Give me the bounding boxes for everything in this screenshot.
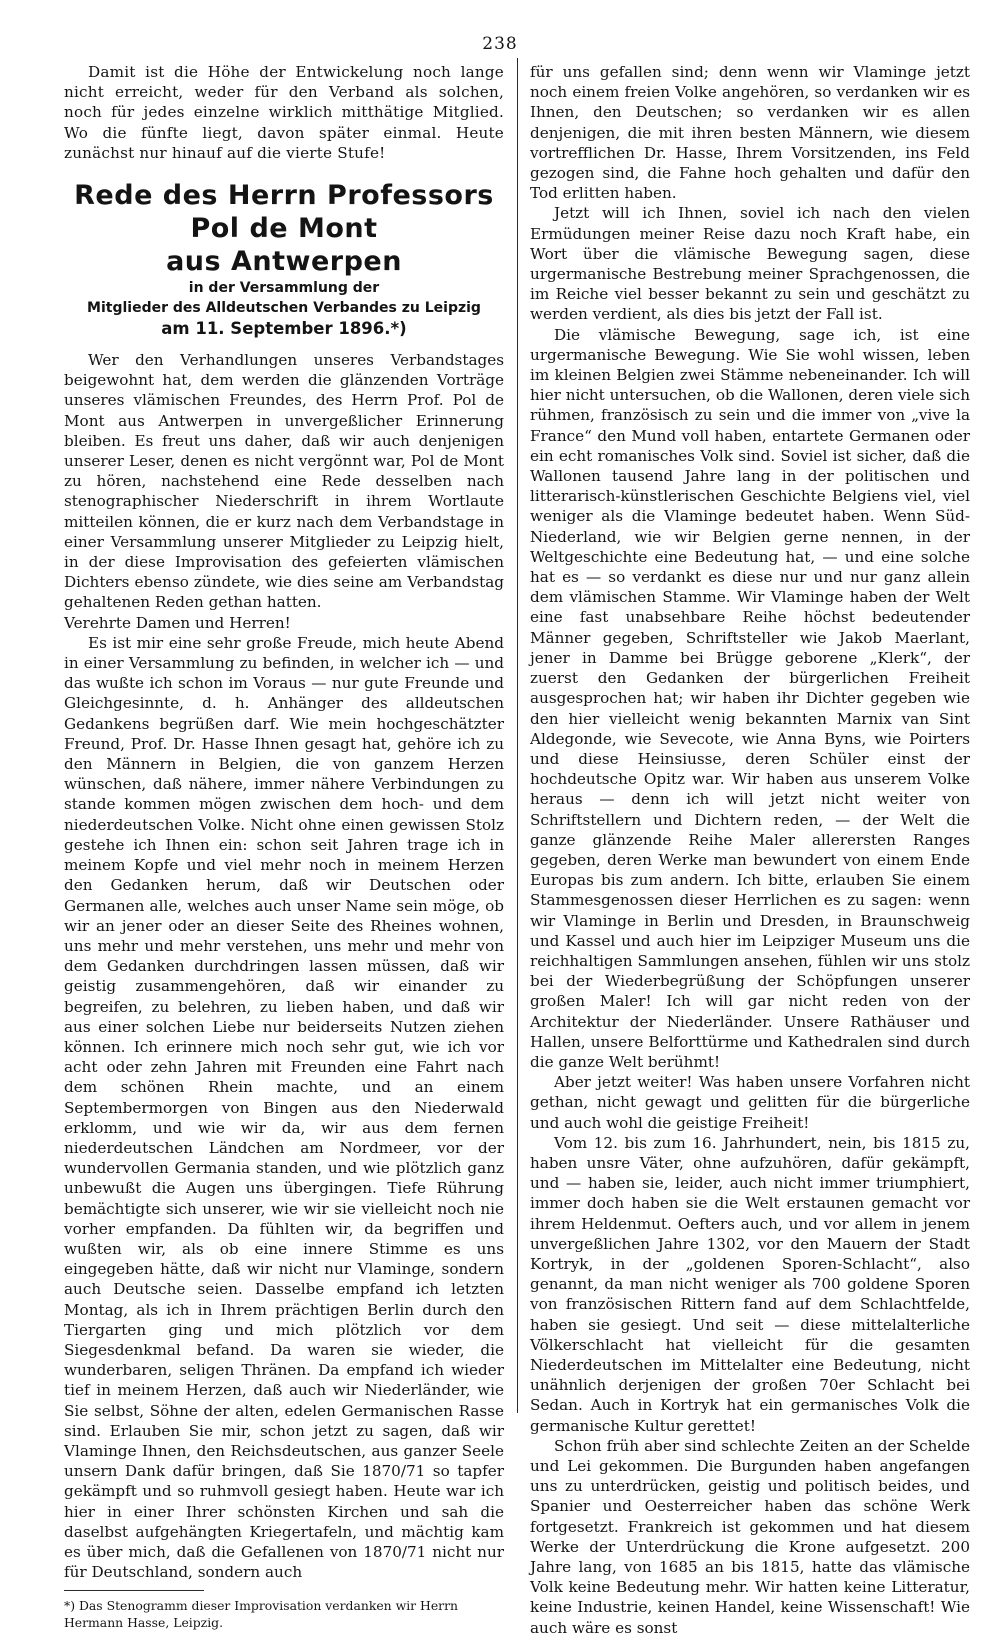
salutation: Verehrte Damen und Herren! [64, 613, 291, 632]
body-paragraph-3: Die vlämische Bewegung, sage ich, ist eine urgermanische Bewegung. Wie Sie wohl wissen, leben im kleinen Belgien zwei Stämme nebeneinander. Ich will hier nicht untersuchen, ob die Wallonen, deren viele sich rühmen, französisch zu sein und die immer von „vive la France“ den Mund voll haben, entartete Germanen oder ein echt romanisches Volk sind. Soviel ist sicher, daß die Wallonen tausend Jahre lang in der politischen und litterarisch-künstlerischen Geschichte Belgiens viel, viel weniger als die Vlaminge bedeutet haben. Wenn Süd-Niederland, wie wir Belgien gerne nennen, in der Weltgeschichte eine Bedeutung hat, — und eine solche hat es — so verdankt es diese nur und nur ganz allein dem vlämischen Stamme. Wir Vlaminge haben der Welt eine fast unabsehbare Reihe höchst bedeutender Männer gegeben, Schriftsteller wie Jakob Maerlant, jener in Damme bei Brügge geborene „Klerk“, der zuerst den Gedanken der bürgerlichen Freiheit ausgesprochen hat; wir haben ihr Dichter gegeben wie den hier vielleicht wenig bekannten Marnix van Sint Aldegonde, wie Sevecote, wie Anna Byns, wie Poirters und diese Heinsiusse, deren Schüler einst der hochdeutsche Opitz war. Wir haben aus unserem Volke heraus — denn ich will jetzt nicht weiter von Schriftstellern und Dichtern reden, — der Welt die ganze glänzende Reihe Maler allerersten Ranges gegeben, deren Werke man bewundert von einem Ende Europas bis zum andern. Ich bitte, erlauben Sie einem Stammesgenossen dieser Herrlichen es zu sagen: wenn wir Vlaminge in Berlin und Dresden, in Braunschweig und Kassel und auch hier im Leipziger Museum uns die reichhaltigen Sammlungen ansehen, fühlen wir uns stolz bei der Wiederbegrüßung der Schöpfungen unserer großen Maler! Ich will gar nicht reden von der Architektur der Niederländer. Unsere Rathäuser und Hallen, unsere Belforttürme und Kathedralen sind durch die ganze Welt berühmt! [530, 325, 970, 1071]
article-subtitle-line2: Mitglieder des Alldeutschen Verbandes zu Leipzig [87, 300, 481, 317]
article-title-line2: aus Antwerpen [166, 246, 402, 278]
body-paragraph-4: Aber jetzt weiter! Was haben unsere Vorfahren nicht gethan, nicht gewagt und gelitten für die bürgerliche und auch wohl die geistige Freiheit! [530, 1073, 970, 1132]
preface-paragraph: Wer den Verhandlungen unseres Verbandstages beigewohnt hat, dem werden die glänzenden Vorträge unseres vlämischen Freundes, des Herrn Prof. Pol de Mont aus Antwerpen in unvergeßlicher Erinnerung bleiben. Es freut uns daher, daß wir auch denjenigen unserer Leser, denen es nicht vergönnt war, Pol de Mont zu hören, nachstehend eine Rede desselben nach stenographischer Niederschrift in ihrem Wortlaute mitteilen können, die er kurz nach dem Verbandstage in einer Versammlung unserer Mitglieder zu Leipzig hielt, in der diese Improvisation des gefeierten vlämischen Dichters ebenso zündete, wie dies seine am Verbandstag gehaltenen Reden gethan hatten. [64, 351, 504, 612]
footnote: *) Das Stenogramm dieser Improvisation verdanken wir Herrn Hermann Hasse, Leipzig. [64, 1598, 458, 1631]
intro-paragraph: Damit ist die Höhe der Entwickelung noch lange nicht erreicht, weder für den Verband als solchen, noch für jedes einzelne wirklich mitthätige Mitglied. Wo die fünfte liegt, davon später einmal. Heute zunächst nur hinauf auf die vierte Stufe! [64, 63, 504, 162]
article-title-line1: Rede des Herrn Professors Pol de Mont [74, 180, 494, 245]
page-number: 238 [482, 34, 518, 54]
left-column [64, 62, 504, 1631]
article-subtitle-date: am 11. September 1896.*) [161, 319, 407, 339]
body-paragraph-6: Schon früh aber sind schlechte Zeiten an der Schelde und Lei gekommen. Die Burgunden haben angefangen uns zu unterdrücken, geistig und politisch beides, und Spanier und Oesterreicher haben das schöne Werk fortgesetzt. Frankreich ist gekommen und hat diesem Werke der Unterdrückung die Krone aufgesetzt. 200 Jahre lang, von 1685 an bis 1815, hatte das vlämische Volk keine Bedeutung mehr. Wir hatten keine Litteratur, keine Industrie, keinen Handel, keine Wissenschaft! Wie auch wäre es sonst [530, 1436, 970, 1637]
column-divider [517, 58, 518, 1413]
body-paragraph-2: Jetzt will ich Ihnen, soviel ich nach den vielen Ermüdungen meiner Reise dazu noch Kraft habe, ein Wort über die vlämische Bewegung sagen, diese urgermanische Bestrebung meiner Sprachgenossen, die im Reiche viel besser bekannt zu sein und geschätzt zu werden verdient, als dies bis jetzt der Fall ist. [530, 204, 970, 324]
continued-paragraph: für uns gefallen sind; denn wenn wir Vlaminge jetzt noch einem freien Volke angehören, so verdanken wir es Ihnen, den Deutschen; so verdanken wir es allen denjenigen, die mit ihren besten Männern, wie diesem vortrefflichen Dr. Hasse, Ihrem Vorsitzenden, ins Feld gezogen sind, die Fahne hoch gehalten und dafür den Tod erlitten haben. [530, 63, 970, 203]
body-paragraph-5: Vom 12. bis zum 16. Jahrhundert, nein, bis 1815 zu, haben unsre Väter, ohne aufzuhören, dafür gekämpft, und — haben sie, leider, auch nicht immer triumphiert, immer doch haben sie die Welt erstaunen gemacht vor ihrem Heldenmut. Oefters auch, und vor allem in jenem unvergeßlichen Jahre 1302, vor den Mauern der Stadt Kortryk, in der „goldenen Sporen-Schlacht“, also genannt, da man nicht weniger als 700 goldene Sporen von französischen Rittern fand auf dem Schlachtfelde, haben sie gesiegt. Und seit — diese mittelalterliche Völkerschlacht hat vielleicht für die gesamten Niederdeutschen im Mittelalter eine Bedeutung, nicht unähnlich derjenigen der großen 70er Schlacht bei Sedan. Auch in Kortryk hat ein germanisches Volk die germanische Kultur gerettet! [530, 1133, 970, 1435]
right-column [530, 62, 970, 1638]
article-heading [64, 179, 504, 340]
footnote-divider [64, 1590, 204, 1591]
article-subtitle-line1: in der Versammlung der [188, 280, 380, 297]
speech-paragraph: Es ist mir eine sehr große Freude, mich heute Abend in einer Versammlung zu befinden, in welcher ich — und das wußte ich schon im Voraus — nur gute Freunde und Gleichgesinnte, d. h. Anhänger des alldeutschen Gedankens begrüßen darf. Wie mein hochgeschätzter Freund, Prof. Dr. Hasse Ihnen gesagt hat, gehöre ich zu den Männern in Belgien, die von ganzem Herzen wünschen, daß nähere, immer nähere Verbindungen zu stande kommen mögen zwischen dem hoch- und dem niederdeutschen Volke. Nicht ohne einen gewissen Stolz gestehe ich Ihnen ein: schon seit Jahren trage ich in meinem Kopfe und viel mehr noch in meinem Herzen den Gedanken herum, daß wir Deutschen oder Germanen alle, welches auch unser Name sein möge, ob wir an jener oder an dieser Seite des Rheines wohnen, uns mehr und mehr verstehen, uns mehr und mehr von dem Gedanken durchdringen lassen müssen, daß wir geistig zusammengehören, daß wir einander zu begreifen, zu belehren, zu lieben haben, und daß wir aus einer solchen Liebe nur beiderseits Nutzen ziehen können. Ich erinnere mich noch sehr gut, wie ich vor acht oder zehn Jahren mit Freunden eine Fahrt nach dem schönen Rhein machte, und an einem Septembermorgen von Bingen aus den Niederwald erklomm, und wie wir da, wir aus dem fernen niederdeutschen Ländchen am Nordmeer, vor der wundervollen Germania standen, und wie plötzlich ganz unbewußt die Augen uns übergingen. Tiefe Rührung bemächtigte sich unserer, wie wir sie vielleicht noch nie vorher empfanden. Da fühlten wir, da begriffen und wußten wir, als ob eine innere Stimme es uns eingegeben hätte, daß wir nicht nur Vlaminge, sondern auch Deutsche seien. Dasselbe empfand ich letzten Montag, als ich in Ihrem prächtigen Berlin durch den Tiergarten ging und mich plötzlich vor dem Siegesdenkmal befand. Da waren sie wieder, die wunderbaren, seligen Thränen. Da empfand ich wieder tief in meinem Herzen, daß auch wir Niederländer, wie Sie selbst, Söhne der alten, edelen Germanischen Rasse sind. Erlauben Sie mir, schon jetzt zu sagen, daß wir Vlaminge Ihnen, den Reichsdeutschen, aus ganzer Seele unsern Dank dafür bringen, daß Sie 1870/71 so tapfer gekämpft und so ruhmvoll gesiegt haben. Heute war ich hier in einer Ihrer schönsten Kirchen und sah die daselbst aufgehängten Kriegertafeln, und mächtig kam es über mich, daß die Gefallenen von 1870/71 nicht nur für Deutschland, sondern auch [64, 633, 504, 1582]
